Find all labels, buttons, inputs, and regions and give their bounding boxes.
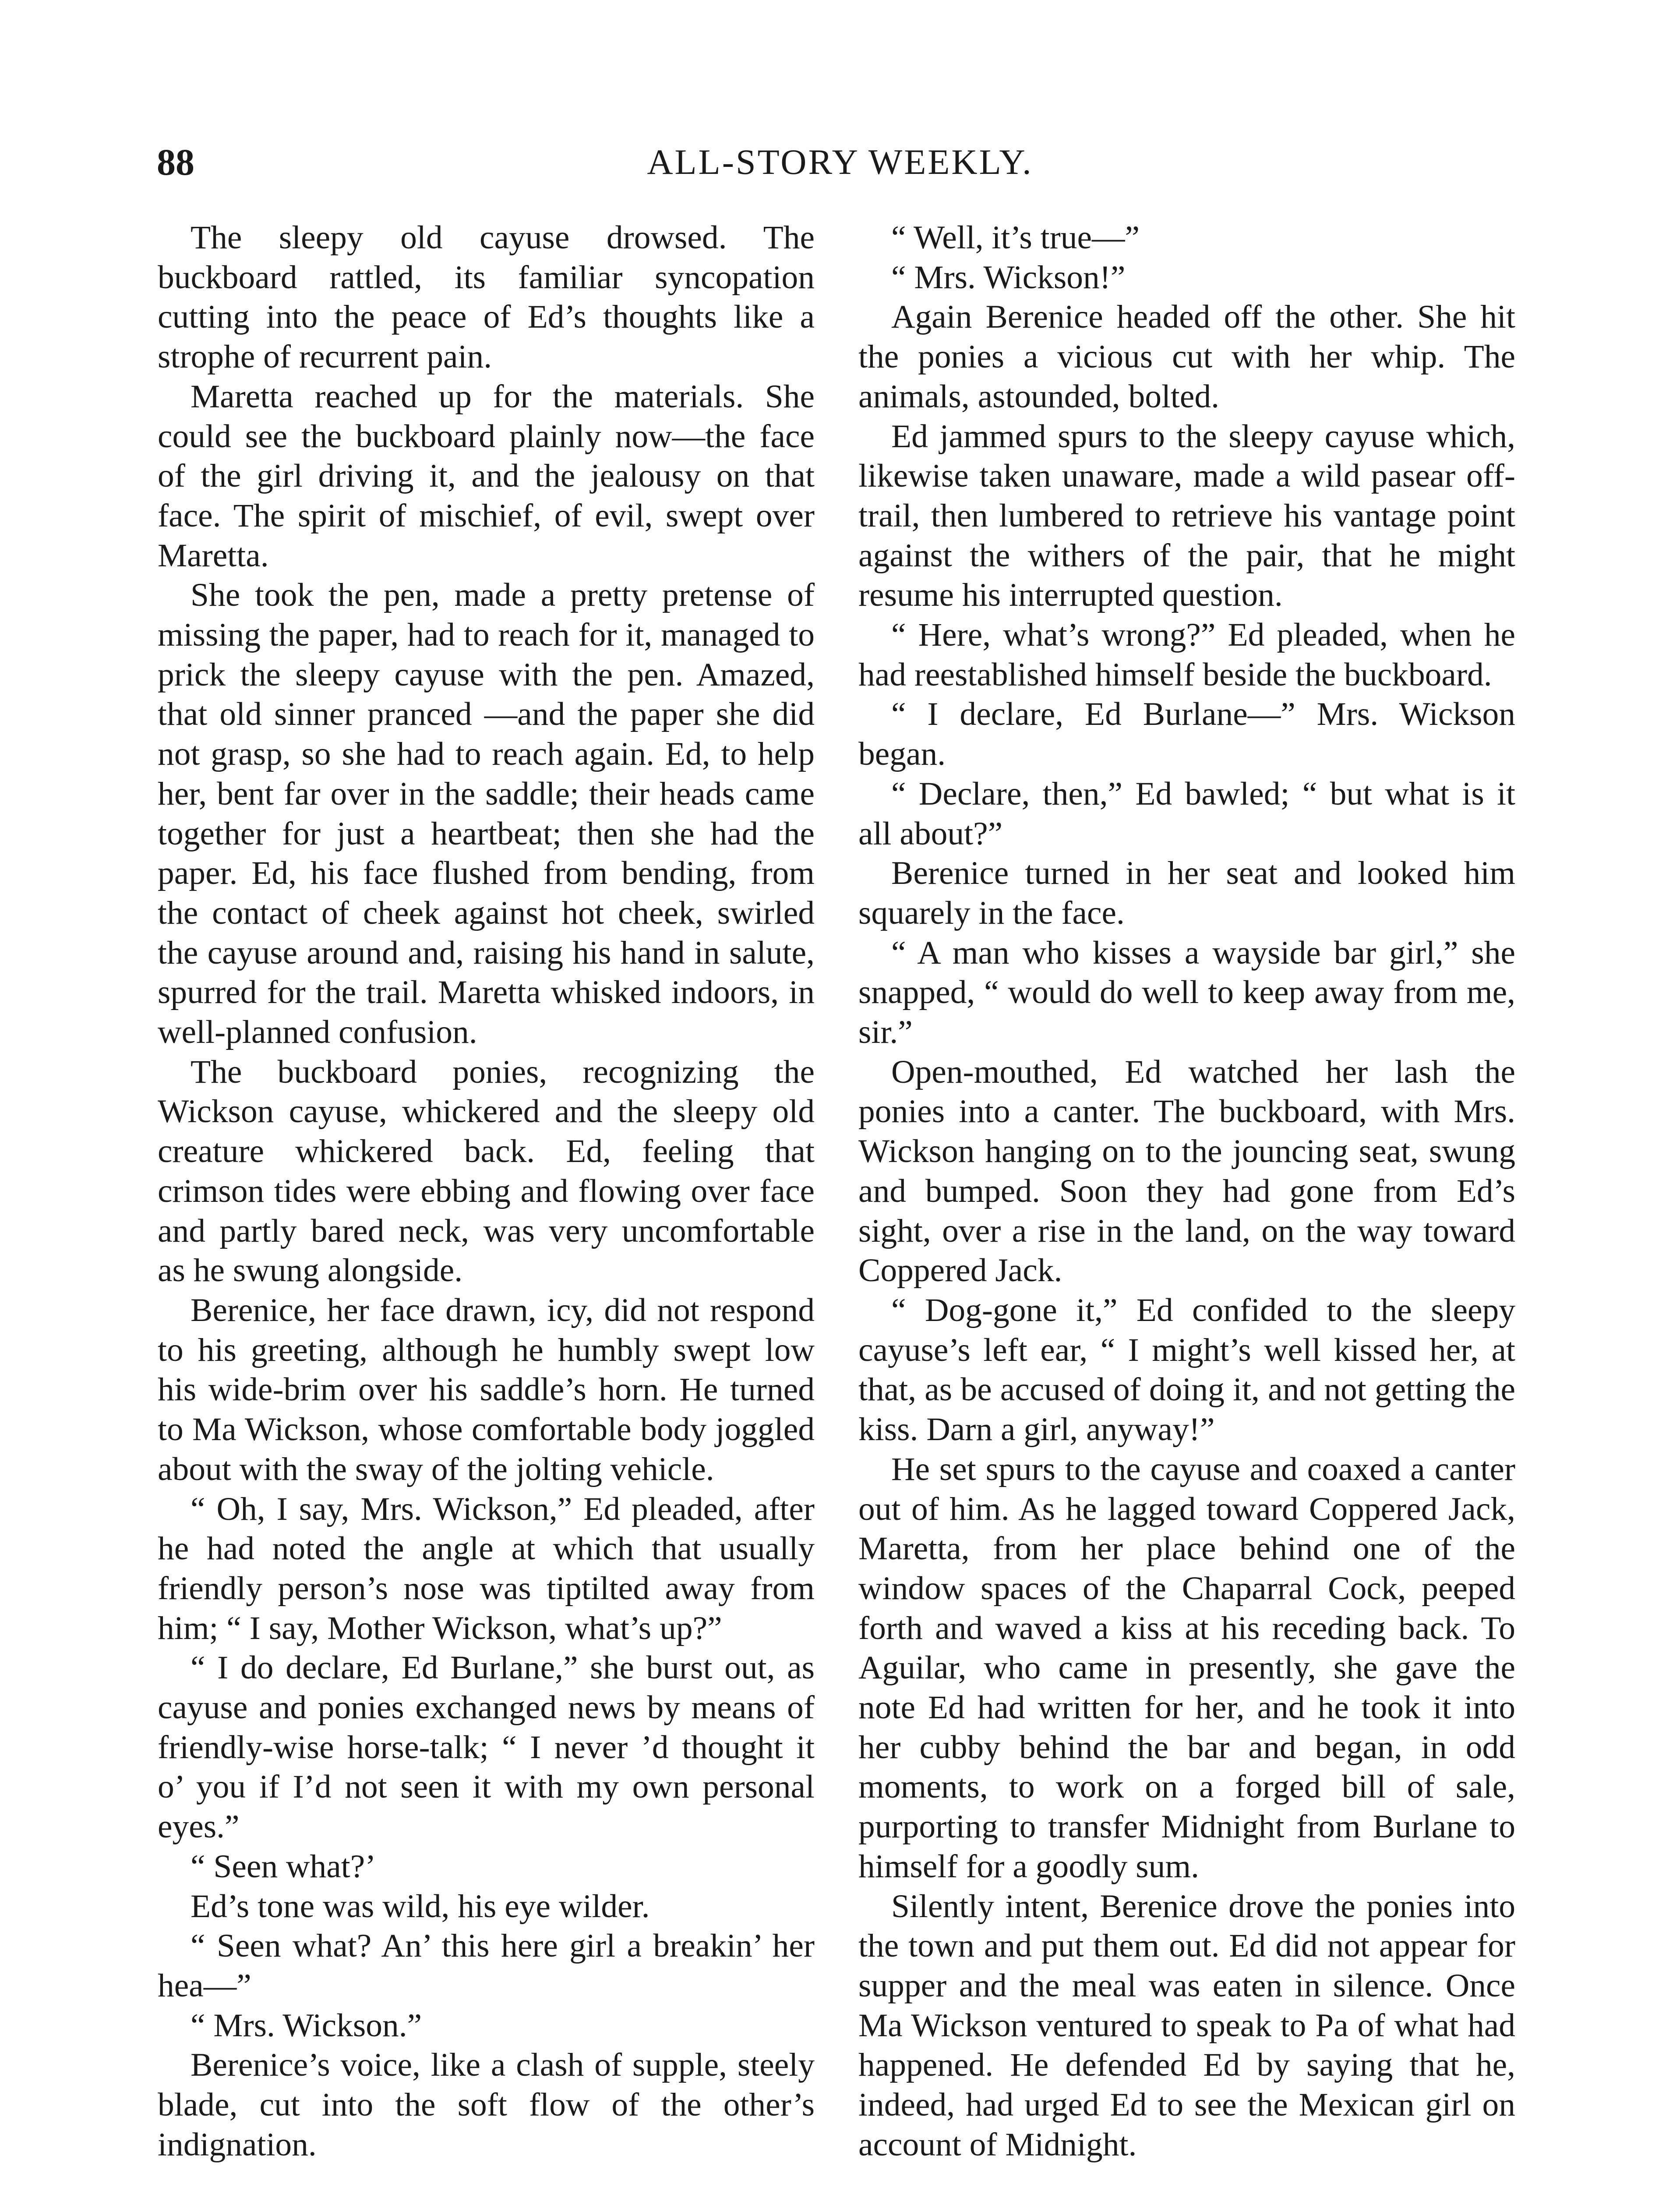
paragraph: Berenice’s voice, like a clash of supple, steely blade, cut into the soft flow of the other’s indignation. xyxy=(158,2047,815,2163)
paragraph: Berenice turned in her seat and looked him squarely in the face. xyxy=(858,855,1515,931)
left-column xyxy=(158,218,815,2165)
paragraph: Berenice, her face drawn, icy, did not respond to his greeting, although he humbly swept low his wide-brim over his saddle’s horn. He turned to Ma Wickson, whose comfortable body joggled about with the sway of the jolting vehicle. xyxy=(158,1292,815,1487)
paragraph: He set spurs to the cayuse and coaxed a canter out of him. As he lagged toward Coppered Jack, Maretta, from her place behind one of the window spaces of the Chaparral Cock, peeped forth and waved a kiss at his receding back. To Aguilar, who came in presently, she gave the note Ed had written for her, and he took it into her cubby behind the bar and began, in odd moments, to work on a forged bill of sale, purporting to transfer Midnight from Burlane to himself for a goodly sum. xyxy=(858,1451,1515,1885)
paragraph: Maretta reached up for the materials. She could see the buckboard plainly now—the face of the girl driving it, and the jealousy on that face. The spirit of mischief, of evil, swept over Maretta. xyxy=(158,378,815,574)
paragraph: “ Seen what? An’ this here girl a breakin’ her hea—” xyxy=(158,1928,815,2004)
paragraph: “ Well, it’s true—” xyxy=(891,219,1140,256)
right-column xyxy=(858,218,1515,2165)
paragraph: Again Berenice headed off the other. She hit the ponies a vicious cut with her whip. The animals, astounded, bolted. xyxy=(858,299,1515,415)
paragraph: “ Declare, then,” Ed bawled; “ but what is it all about?” xyxy=(858,775,1515,852)
paragraph: Ed’s tone was wild, his eye wilder. xyxy=(191,1888,650,1925)
paragraph: Silently intent, Berenice drove the ponies into the town and put them out. Ed did not appear for supper and the meal was eaten in silence. Once Ma Wickson ventured to speak to Pa of what had happened. He defended Ed by saying that he, indeed, had urged Ed to see the Mexican girl on account of Midnight. xyxy=(858,1888,1515,2163)
paragraph: Open-mouthed, Ed watched her lash the ponies into a canter. The buckboard, with Mrs. Wickson hanging on to the jouncing seat, swung and bumped. Soon they had gone from Ed’s sight, over a rise in the land, on the way toward Coppered Jack. xyxy=(858,1053,1515,1289)
page-header xyxy=(0,131,1680,193)
paragraph: “ I do declare, Ed Burlane,” she burst out, as cayuse and ponies exchanged news by means of friendly-wise horse-talk; “ I never ’d thought it o’ you if I’d not seen it with my own personal eyes.” xyxy=(158,1650,815,1845)
paragraph: She took the pen, made a pretty pretense of missing the paper, had to reach for it, managed to prick the sleepy cayuse with the pen. Amazed, that old sinner pranced —and the paper she did not grasp, so she had to reach again. Ed, to help her, bent far over in the saddle; their heads came together for just a heartbeat; then she had the paper. Ed, his face flushed from bending, from the contact of cheek against hot cheek, swirled the cayuse around and, raising his hand in salute, spurred for the trail. Maretta whisked indoors, in well-planned confusion. xyxy=(158,577,815,1051)
page-number: 88 xyxy=(157,141,194,183)
running-head: ALL-STORY WEEKLY. xyxy=(647,142,1033,182)
paragraph: “ Oh, I say, Mrs. Wickson,” Ed pleaded, after he had noted the angle at which that usually friendly person’s nose was tiptilted away from him; “ I say, Mother Wickson, what’s up?” xyxy=(158,1491,815,1646)
paragraph: “ Mrs. Wickson!” xyxy=(891,259,1126,296)
paragraph: Ed jammed spurs to the sleepy cayuse which, likewise taken unaware, made a wild pasear off-trail, then lumbered to retrieve his vantage point against the withers of the pair, that he might resume his interrupted question. xyxy=(858,418,1515,614)
paragraph: The sleepy old cayuse drowsed. The buckboard rattled, its familiar syncopation cutting into the peace of Ed’s thoughts like a strophe of recurrent pain. xyxy=(158,219,815,375)
paragraph: The buckboard ponies, recognizing the Wickson cayuse, whickered and the sleepy old creature whickered back. Ed, feeling that crimson tides were ebbing and flowing over face and partly bared neck, was very uncomfortable as he swung alongside. xyxy=(158,1053,815,1289)
paragraph: “ A man who kisses a wayside bar girl,” she snapped, “ would do well to keep away from me, sir.” xyxy=(858,934,1515,1051)
paragraph: “ Dog-gone it,” Ed confided to the sleepy cayuse’s left ear, “ I might’s well kissed her, at that, as be accused of doing it, and not getting the kiss. Darn a girl, anyway!” xyxy=(858,1292,1515,1448)
paragraph: “ Here, what’s wrong?” Ed pleaded, when he had reestablished himself beside the buckboard. xyxy=(858,617,1515,693)
paragraph: “ Mrs. Wickson.” xyxy=(191,2007,422,2044)
paragraph: “ Seen what?’ xyxy=(191,1848,376,1885)
paragraph: “ I declare, Ed Burlane—” Mrs. Wickson began. xyxy=(858,696,1515,773)
